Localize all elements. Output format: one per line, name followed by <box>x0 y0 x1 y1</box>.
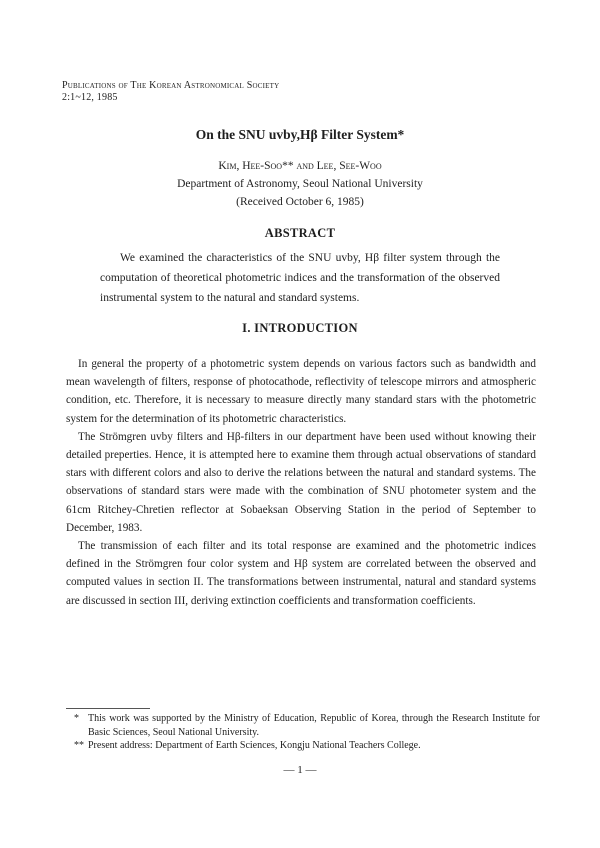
author-names: Kim, Hee-Soo** and Lee, See-Woo <box>218 160 382 172</box>
introduction-heading: I. INTRODUCTION <box>242 321 358 335</box>
abstract-text: We examined the characteristics of the SNU uvby, Hβ filter system through the computation of theoretical photometric indices and the transformation of the observed instrumental system to the natural and standard systems. <box>100 252 500 304</box>
footnote <box>74 712 540 739</box>
journal-volume: 2:1~12, 1985 <box>62 92 118 103</box>
intro-paragraph: The transmission of each filter and its total response are examined and the photometric indices defined in the Strömgren four color system and Hβ system are correlated between the observed and computed values in section II. The transformations between instrumental, natural and standard systems are discussed in section III, deriving extinction coefficients and transformation coefficients. <box>66 540 536 607</box>
footnote-text: This work was supported by the Ministry of Education, Republic of Korea, through the Research Institute for Basic Sciences, Seoul National University. <box>88 713 540 738</box>
paper-title: On the SNU uvby,Hβ Filter System* <box>195 127 405 142</box>
introduction-body <box>66 355 536 610</box>
footnote <box>74 739 540 753</box>
received-date: (Received October 6, 1985) <box>236 196 364 208</box>
journal-name: Publications of The Korean Astronomical Society <box>62 80 280 91</box>
footnote-text: Present address: Department of Earth Sciences, Kongju National Teachers College. <box>88 740 421 751</box>
author-block <box>0 157 600 211</box>
footnotes <box>74 712 540 753</box>
footnote-mark: * <box>74 713 79 724</box>
footnote-mark: ** <box>74 740 84 751</box>
page-number: — 1 — <box>283 764 317 776</box>
abstract-heading: ABSTRACT <box>264 226 336 240</box>
journal-header <box>62 80 279 104</box>
footnote-rule <box>66 708 150 709</box>
intro-paragraph: The Strömgren uvby filters and Hβ-filters in our department have been used without knowing their detailed preperties. Hence, it is attempted here to examine them through actual observations of standard stars with different colors and also to derive the relations between the natural and standard systems. The observations of standard stars were made with the combination of SNU photometer system and the 61cm Ritchey-Chretien reflector at Sobaeksan Observing Station in the period of September to December, 1983. <box>66 430 536 534</box>
intro-paragraph: In general the property of a photometric system depends on various factors such as bandwidth and mean wavelength of filters, response of photocathode, reflectivity of telescope mirrors and atmospheric condition, etc. Therefore, it is necessary to measure directly many standard stars with the photometric system for the determination of its photometric characteristics. <box>66 358 536 425</box>
abstract-body <box>100 248 500 308</box>
affiliation: Department of Astronomy, Seoul National University <box>177 178 423 190</box>
